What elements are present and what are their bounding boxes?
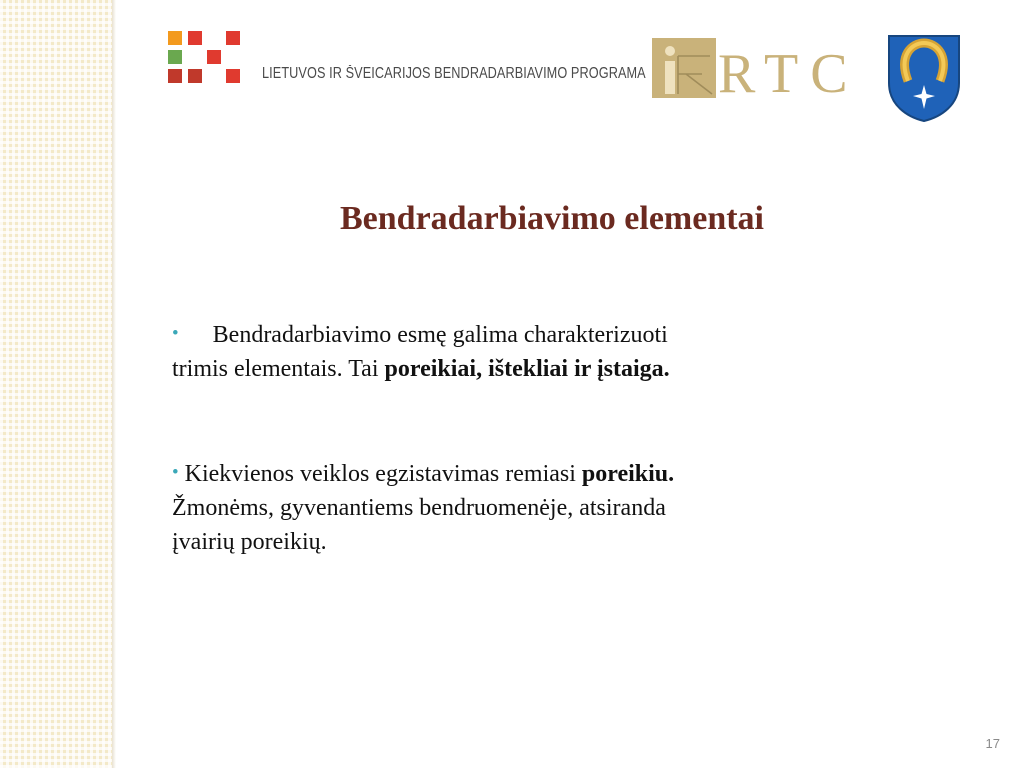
decorative-side-strip [0,0,112,768]
bullet-text: Kiekvienos veiklos egzistavimas remiasi [184,461,582,487]
bullet-icon: • [172,462,179,483]
bullet-text: trimis elementais. Tai [172,356,385,382]
bullet-item [172,317,912,386]
bullet-emphasis: poreikiai, ištekliai ir įstaiga. [384,356,670,382]
bullet-emphasis: poreikiu. [581,461,675,487]
bullet-text: Bendradarbiavimo esmę galima charakterizuoti [212,322,668,348]
bullet-item [172,456,912,559]
irtc-logo [650,34,860,105]
page-number: 17 [985,736,1000,751]
slide-title: Bendradarbiavimo elementai [339,200,765,237]
coat-of-arms-icon [886,33,962,123]
bullet-icon: • [172,323,179,344]
swiss-lithuanian-program-logo [166,29,246,85]
program-name: LIETUVOS IR ŠVEICARIJOS BENDRADARBIAVIMO PROGRAMA [262,65,646,82]
bullet-text: Žmonėms, gyvenantiems bendruomenėje, atsiranda [172,495,666,521]
irtc-logo-text: RTC [718,43,860,105]
bullet-text: įvairių poreikių. [172,529,327,555]
